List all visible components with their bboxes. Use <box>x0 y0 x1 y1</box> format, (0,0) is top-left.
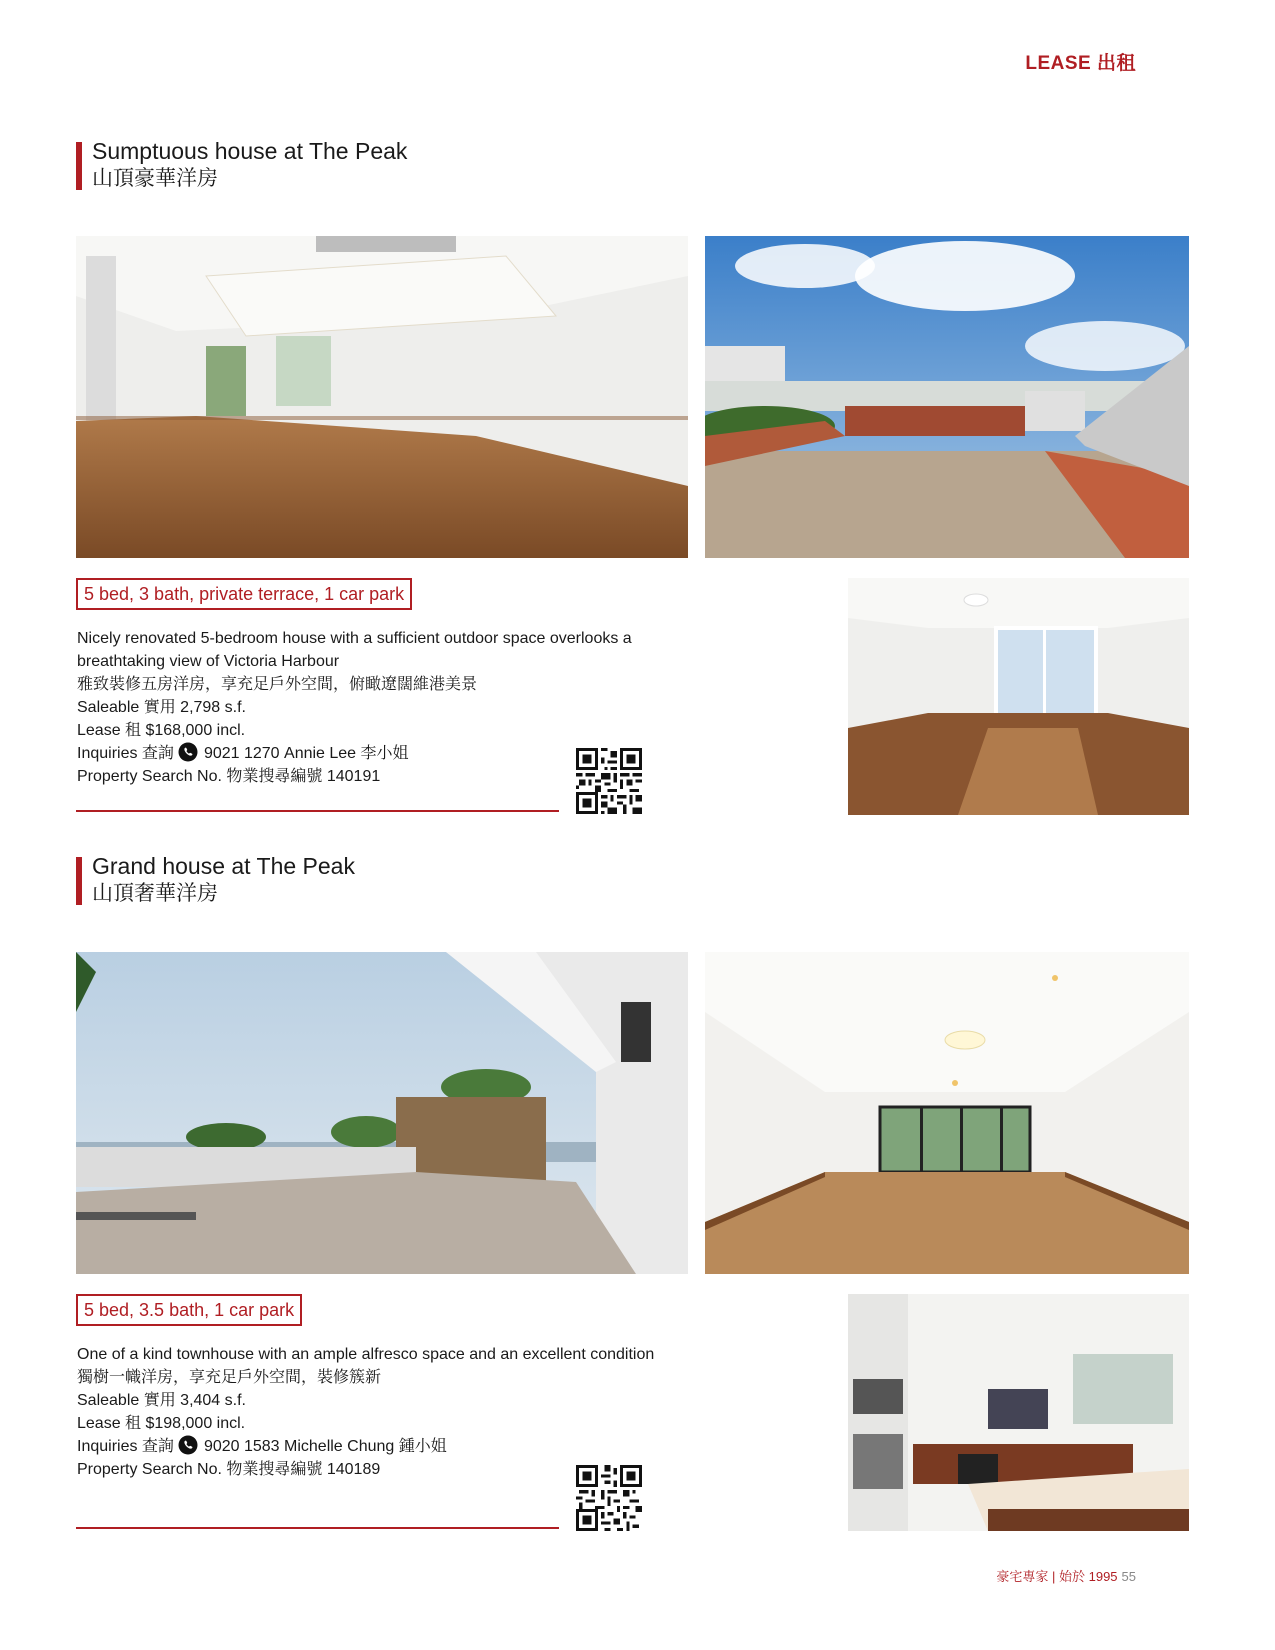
listing-1-description <box>77 627 657 788</box>
listing-1-description-en: Nicely renovated 5-bedroom house with a sufficient outdoor space overlooks a breathtaking view of Victoria Harbour <box>77 630 632 670</box>
listing-1-specs-badge: 5 bed, 3 bath, private terrace, 1 car park <box>76 578 412 610</box>
listing-2-open-living-photo <box>705 952 1189 1274</box>
footer-brand: 豪宅專家 | 始於 1995 <box>996 1569 1118 1584</box>
listing-1-terrace-photo <box>705 236 1189 558</box>
listing-2-contact: 9020 1583 Michelle Chung 鍾小姐 <box>203 1438 447 1455</box>
listing-2-kitchen-photo <box>848 1294 1189 1531</box>
listing-2-specs-badge: 5 bed, 3.5 bath, 1 car park <box>76 1294 302 1326</box>
listing-2-saleable: Saleable 實用 3,404 s.f. <box>77 1392 246 1409</box>
listing-2-description-en: One of a kind townhouse with an ample alfresco space and an excellent condition <box>77 1346 655 1363</box>
listing-1-divider <box>76 810 559 812</box>
whatsapp-icon[interactable] <box>178 1435 198 1455</box>
listing-2-balcony-photo <box>76 952 688 1274</box>
page-number: 55 <box>1121 1569 1136 1584</box>
listing-2-divider <box>76 1527 559 1529</box>
listing-1-living-room-photo <box>76 236 688 558</box>
listing-1-description-zh: 雅致裝修五房洋房，享充足戶外空間，俯瞰遼闊維港美景 <box>77 676 478 693</box>
listing-2-inquiries <box>77 1435 657 1458</box>
listing-1-lease-price: Lease 租 $168,000 incl. <box>77 722 246 739</box>
listing-1-qr-code[interactable] <box>576 748 642 814</box>
listing-1-contact: 9021 1270 Annie Lee 李小姐 <box>203 745 409 762</box>
whatsapp-icon[interactable] <box>178 742 198 762</box>
listing-1-inquiries <box>77 742 657 765</box>
listing-2-description <box>77 1343 657 1481</box>
listing-1-saleable: Saleable 實用 2,798 s.f. <box>77 699 246 716</box>
title-accent-bar <box>76 857 82 905</box>
listing-1-bedroom-photo <box>848 578 1189 815</box>
listing-2-description-zh: 獨樹一幟洋房，享充足戶外空間，裝修簇新 <box>77 1369 382 1386</box>
listing-2-title-en: Grand house at The Peak <box>92 853 355 879</box>
section-tag: LEASE 出租 <box>1025 53 1136 74</box>
page-footer <box>996 1566 1136 1585</box>
listing-2-title-zh: 山頂奢華洋房 <box>92 882 218 905</box>
inquiries-label: Inquiries 查詢 <box>77 1438 174 1455</box>
listing-1-title-en: Sumptuous house at The Peak <box>92 138 408 164</box>
listing-1-property-search-no: Property Search No. 物業搜尋編號 140191 <box>77 768 381 785</box>
listing-2-property-search-no: Property Search No. 物業搜尋編號 140189 <box>77 1461 381 1478</box>
listing-2-qr-code[interactable] <box>576 1465 642 1531</box>
listing-2-lease-price: Lease 租 $198,000 incl. <box>77 1415 246 1432</box>
inquiries-label: Inquiries 查詢 <box>77 745 174 762</box>
listing-1-title-zh: 山頂豪華洋房 <box>92 167 218 190</box>
title-accent-bar <box>76 142 82 190</box>
